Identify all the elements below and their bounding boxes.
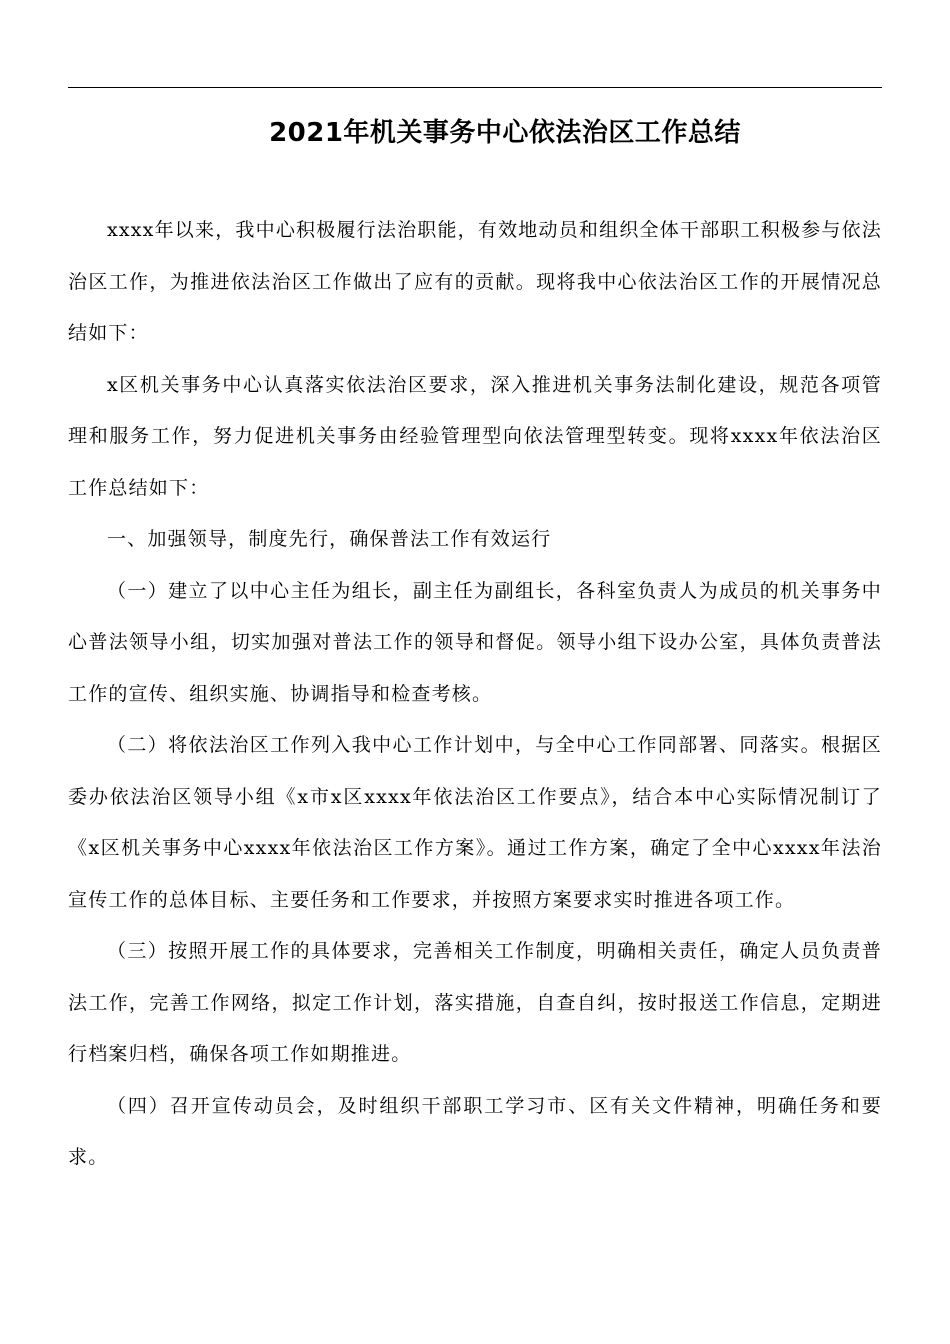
section-heading-1: 一、加强领导，制度先行，确保普法工作有效运行 xyxy=(106,528,552,550)
paragraph-item-4: （四）召开宣传动员会，及时组织干部职工学习市、区有关文件精神，明确任务和要求。 xyxy=(68,1094,882,1168)
paragraph-item-2: （二）将依法治区工作列入我中心工作计划中，与全中心工作同部署、同落实。根据区委办依法治区领导小组《x市x区xxxx年依法治区工作要点》，结合本中心实际情况制订了《x区机关事务中心xxxx年依法治区工作方案》。通过工作方案，确定了全中心xxxx年法治宣传工作的总体目标、主要任务和工作要求，并按照方案要求实时推进各项工作。 xyxy=(68,734,882,911)
paragraph-intro: xxxx年以来，我中心积极履行法治职能，有效地动员和组织全体干部职工积极参与依法治区工作，为推进依法治区工作做出了应有的贡献。现将我中心依法治区工作的开展情况总结如下： xyxy=(68,219,882,344)
document-body xyxy=(68,205,882,1184)
paragraph-overview: x区机关事务中心认真落实依法治区要求，深入推进机关事务法制化建设，规范各项管理和服务工作，努力促进机关事务由经验管理型向依法管理型转变。现将xxxx年依法治区工作总结如下： xyxy=(68,373,882,499)
paragraph-item-1: （一）建立了以中心主任为组长，副主任为副组长，各科室负责人为成员的机关事务中心普法领导小组，切实加强对普法工作的领导和督促。领导小组下设办公室，具体负责普法工作的宣传、组织实施、协调指导和检查考核。 xyxy=(68,579,882,705)
document-title: 2021年机关事务中心依法治区工作总结 xyxy=(269,118,741,149)
header-rule xyxy=(68,87,882,88)
paragraph-item-3: （三）按照开展工作的具体要求，完善相关工作制度，明确相关责任，确定人员负责普法工作，完善工作网络，拟定工作计划，落实措施，自查自纠，按时报送工作信息，定期进行档案归档，确保各项工作如期推进。 xyxy=(68,940,882,1065)
